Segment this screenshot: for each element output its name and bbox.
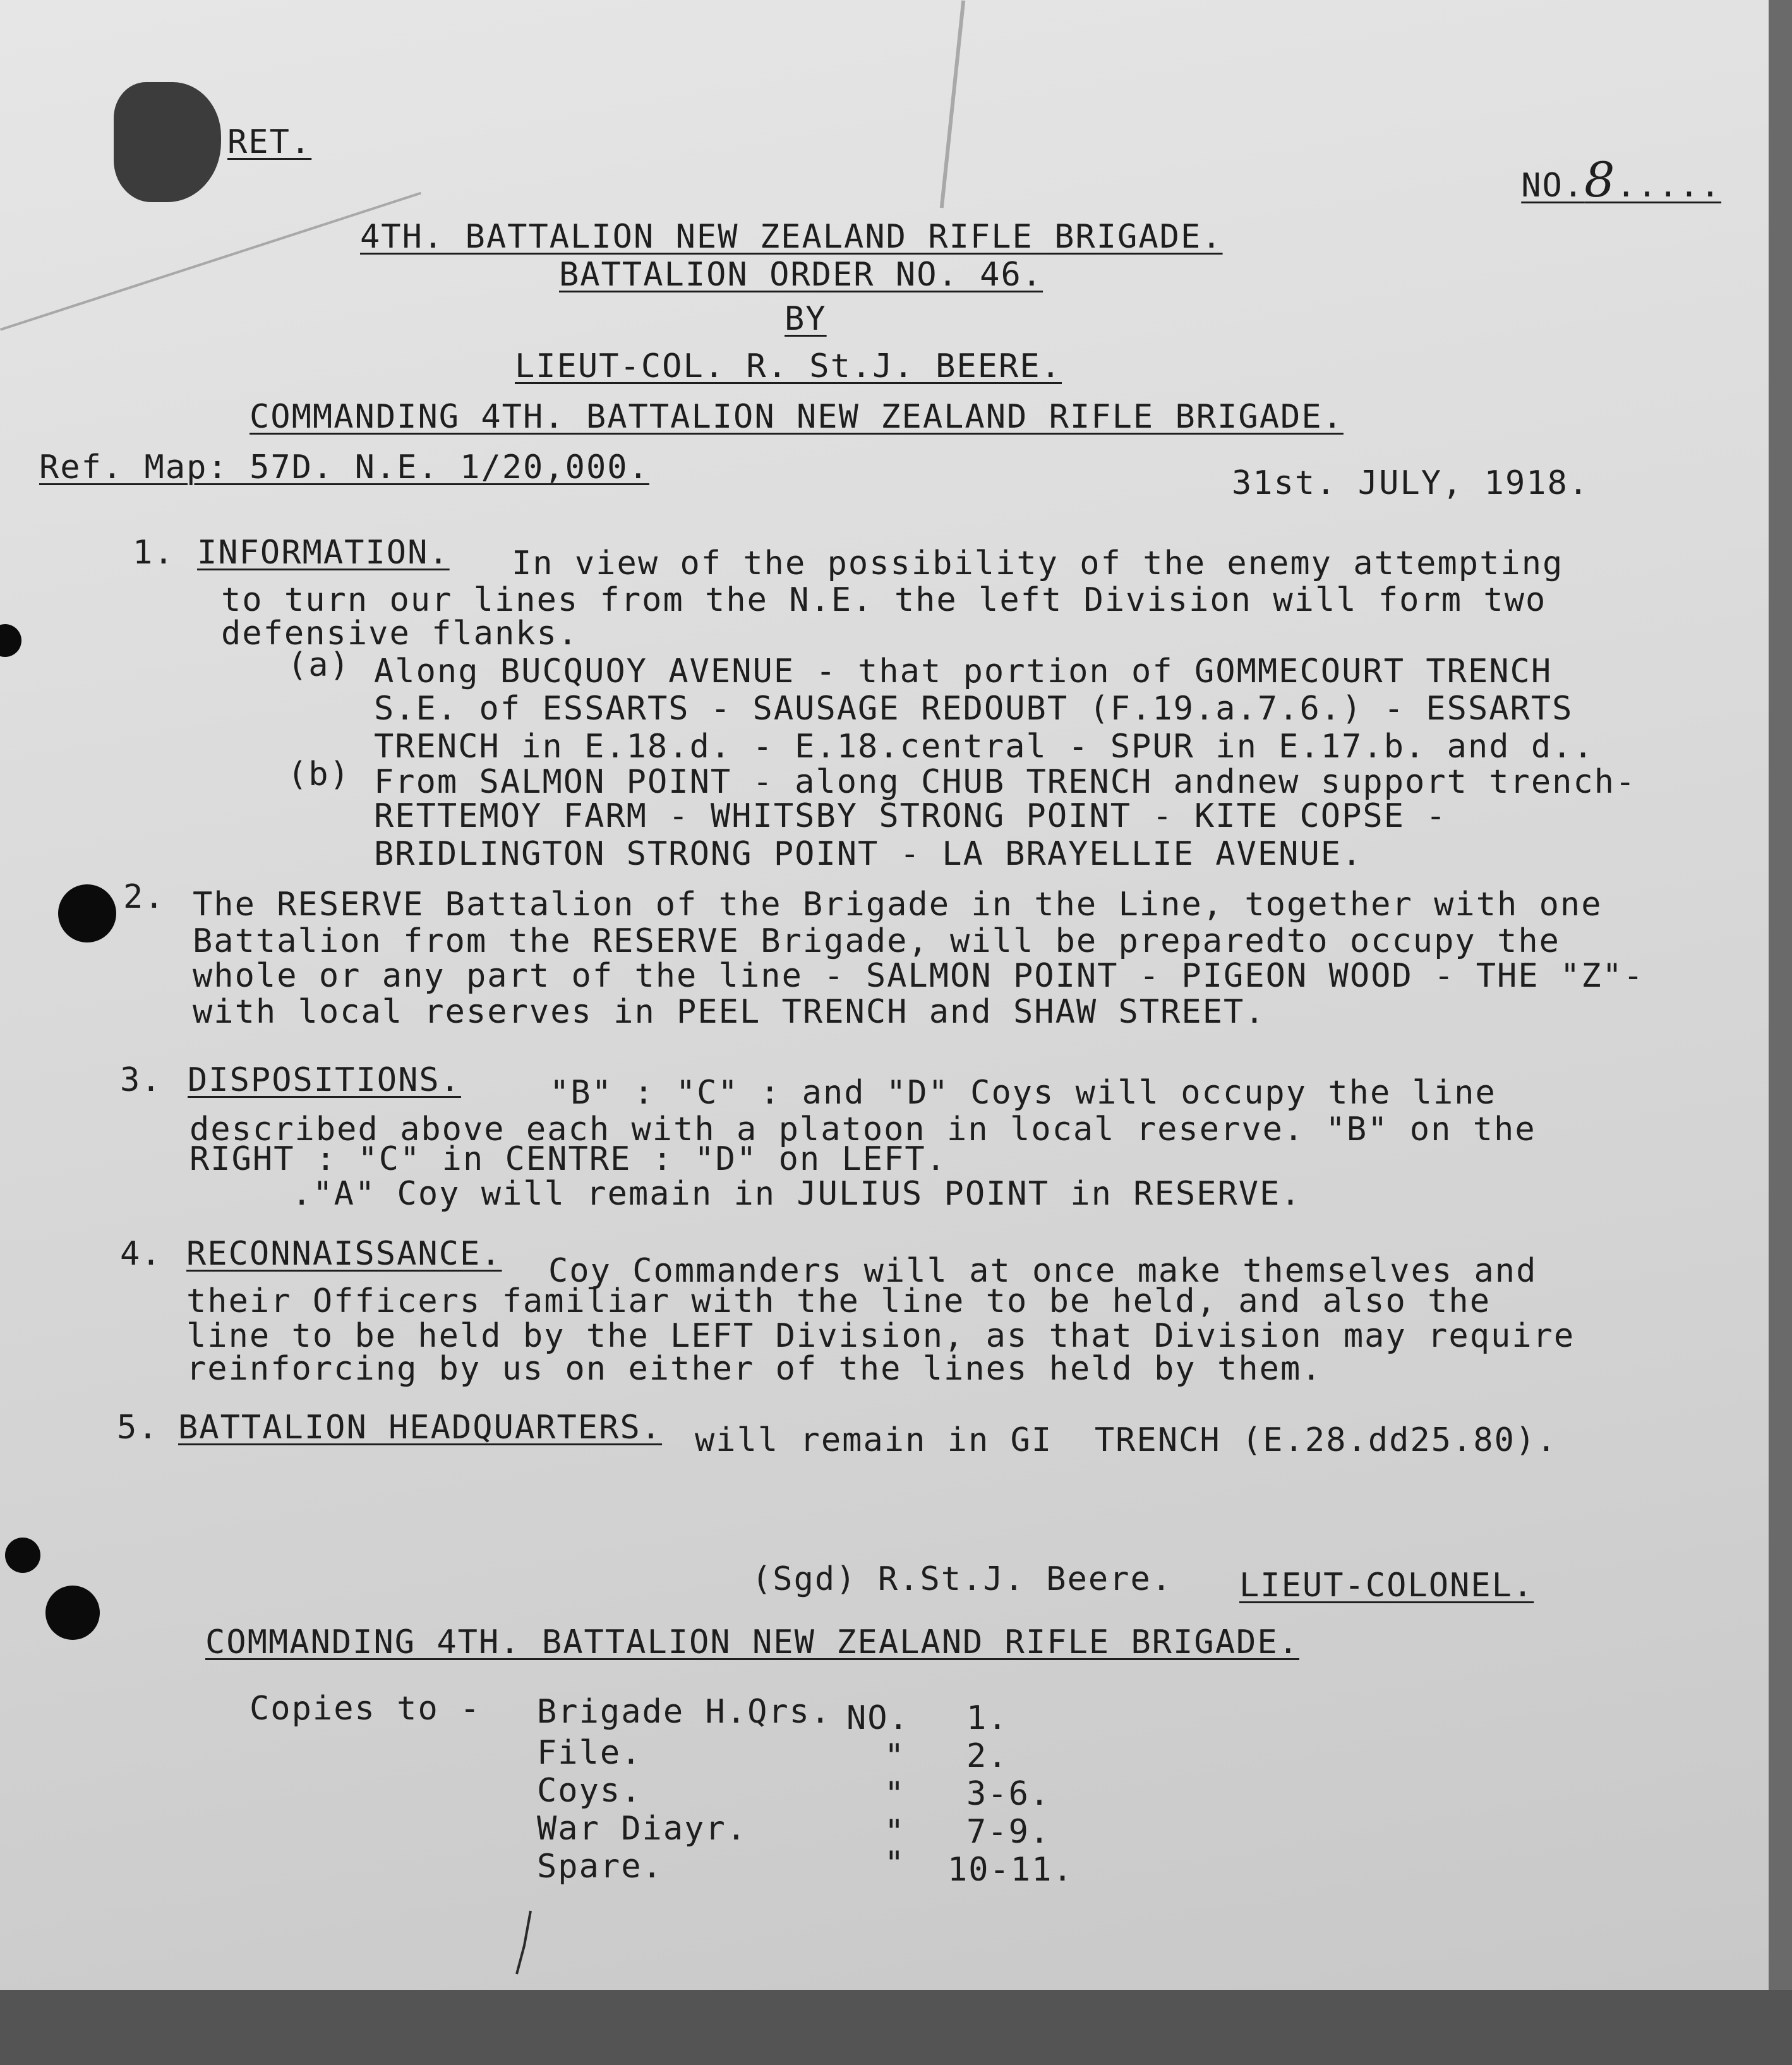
- section-2-text: Battalion from the RESERVE Brigade, will be preparedto occupy the: [193, 922, 1560, 960]
- section-1-heading: INFORMATION.: [197, 534, 450, 572]
- signature-commanding: COMMANDING 4TH. BATTALION NEW ZEALAND RIFLE BRIGADE.: [205, 1623, 1299, 1661]
- pen-mark: [505, 1908, 543, 1977]
- section-1-number: 1.: [133, 534, 175, 572]
- punch-hole: [5, 1538, 40, 1573]
- classification-mark: RET.: [227, 123, 312, 161]
- section-5-text: will remain in GI TRENCH (E.28.dd25.80).: [695, 1421, 1558, 1459]
- paper-crease: [940, 1, 965, 208]
- section-3-text: "B" : "C" : and "D" Coys will occupy the line: [550, 1074, 1496, 1112]
- section-2-text: with local reserves in PEEL TRENCH and SHAW STREET.: [193, 993, 1266, 1031]
- section-1-text: defensive flanks.: [221, 615, 579, 653]
- number-label: NO.: [1521, 167, 1585, 205]
- copies-ditto: ": [884, 1845, 906, 1882]
- title-commanding: COMMANDING 4TH. BATTALION NEW ZEALAND RIFLE BRIGADE.: [250, 398, 1344, 436]
- section-4-heading: RECONNAISSANCE.: [186, 1235, 502, 1273]
- flank-b-text: RETTEMOY FARM - WHITSBY STRONG POINT - KITE COPSE -: [374, 797, 1447, 835]
- signature-rank: LIEUT-COLONEL.: [1239, 1567, 1534, 1604]
- section-4-number: 4.: [120, 1235, 162, 1273]
- order-date: 31st. JULY, 1918.: [1232, 464, 1590, 502]
- copies-number: 10-11.: [947, 1851, 1074, 1889]
- section-4-text: reinforcing by us on either of the lines held by them.: [186, 1350, 1323, 1388]
- copies-ditto: NO.: [846, 1699, 910, 1737]
- copies-ditto: ": [884, 1737, 906, 1775]
- flank-b-text: From SALMON POINT - along CHUB TRENCH andnew support trench-: [374, 763, 1637, 801]
- section-2-number: 2.: [123, 878, 165, 916]
- section-3-text: RIGHT : "C" in CENTRE : "D" on LEFT.: [189, 1140, 947, 1178]
- copies-number: 7-9.: [966, 1813, 1051, 1851]
- copies-number: 2.: [966, 1737, 1009, 1775]
- copies-ditto: ": [884, 1813, 906, 1851]
- section-3-text: ."A" Coy will remain in JULIUS POINT in RESERVE.: [292, 1175, 1302, 1213]
- document-number: [1437, 123, 1721, 243]
- section-5-heading: BATTALION HEADQUARTERS.: [178, 1409, 663, 1447]
- punch-hole: [45, 1586, 100, 1640]
- copies-number: 1.: [966, 1699, 1009, 1737]
- flank-b-text: BRIDLINGTON STRONG POINT - LA BRAYELLIE AVENUE.: [374, 835, 1363, 873]
- section-4-text: their Officers familiar with the line to be held, and also the: [186, 1282, 1491, 1320]
- section-5-number: 5.: [117, 1409, 159, 1447]
- title-order-number: BATTALION ORDER NO. 46.: [559, 256, 1043, 294]
- copies-recipient: War Diayr.: [537, 1810, 748, 1848]
- section-3-text: described above each with a platoon in local reserve. "B" on the: [189, 1111, 1536, 1148]
- title-by: BY: [785, 300, 827, 338]
- copies-label: Copies to -: [250, 1690, 481, 1728]
- copies-recipient: File.: [537, 1734, 642, 1772]
- section-2-text: whole or any part of the line - SALMON POINT - PIGEON WOOD - THE "Z"-: [193, 957, 1645, 995]
- torn-corner-stain: [114, 82, 221, 202]
- flank-a-text: S.E. of ESSARTS - SAUSAGE REDOUBT (F.19.a.7.6.) - ESSARTS: [374, 690, 1573, 728]
- flank-a-label: (a): [287, 646, 351, 684]
- section-4-text: Coy Commanders will at once make themselves and: [548, 1252, 1537, 1290]
- punch-hole: [0, 624, 21, 657]
- section-1-text: to turn our lines from the N.E. the left Division will form two: [221, 581, 1547, 619]
- scan-border-right: [1769, 0, 1792, 1990]
- copies-recipient: Brigade H.Qrs.: [537, 1693, 832, 1731]
- copies-recipient: Spare.: [537, 1848, 663, 1886]
- number-dots: .....: [1616, 167, 1722, 205]
- copies-recipient: Coys.: [537, 1772, 642, 1810]
- paper-crease: [0, 192, 421, 331]
- map-reference: Ref. Map: 57D. N.E. 1/20,000.: [39, 449, 649, 486]
- scan-border-bottom: [0, 1990, 1792, 2065]
- copies-number: 3-6.: [966, 1775, 1051, 1813]
- title-officer: LIEUT-COL. R. St.J. BEERE.: [515, 347, 1062, 385]
- section-1-text: In view of the possibility of the enemy attempting: [512, 545, 1564, 582]
- copies-ditto: ": [884, 1775, 906, 1813]
- flank-b-label: (b): [287, 756, 351, 793]
- number-value: 8: [1584, 152, 1616, 208]
- section-4-text: line to be held by the LEFT Division, as that Division may require: [186, 1317, 1575, 1355]
- title-battalion: 4TH. BATTALION NEW ZEALAND RIFLE BRIGADE.: [360, 218, 1223, 256]
- section-2-text: The RESERVE Battalion of the Brigade in the Line, together with one: [193, 886, 1603, 924]
- flank-a-text: TRENCH in E.18.d. - E.18.central - SPUR in E.17.b. and d..: [374, 728, 1594, 766]
- signature-name: (Sgd) R.St.J. Beere.: [752, 1560, 1173, 1598]
- flank-a-text: Along BUCQUOY AVENUE - that portion of GOMMECOURT TRENCH: [374, 653, 1553, 690]
- punch-hole: [58, 884, 116, 942]
- section-3-heading: DISPOSITIONS.: [188, 1061, 461, 1099]
- section-3-number: 3.: [120, 1061, 162, 1099]
